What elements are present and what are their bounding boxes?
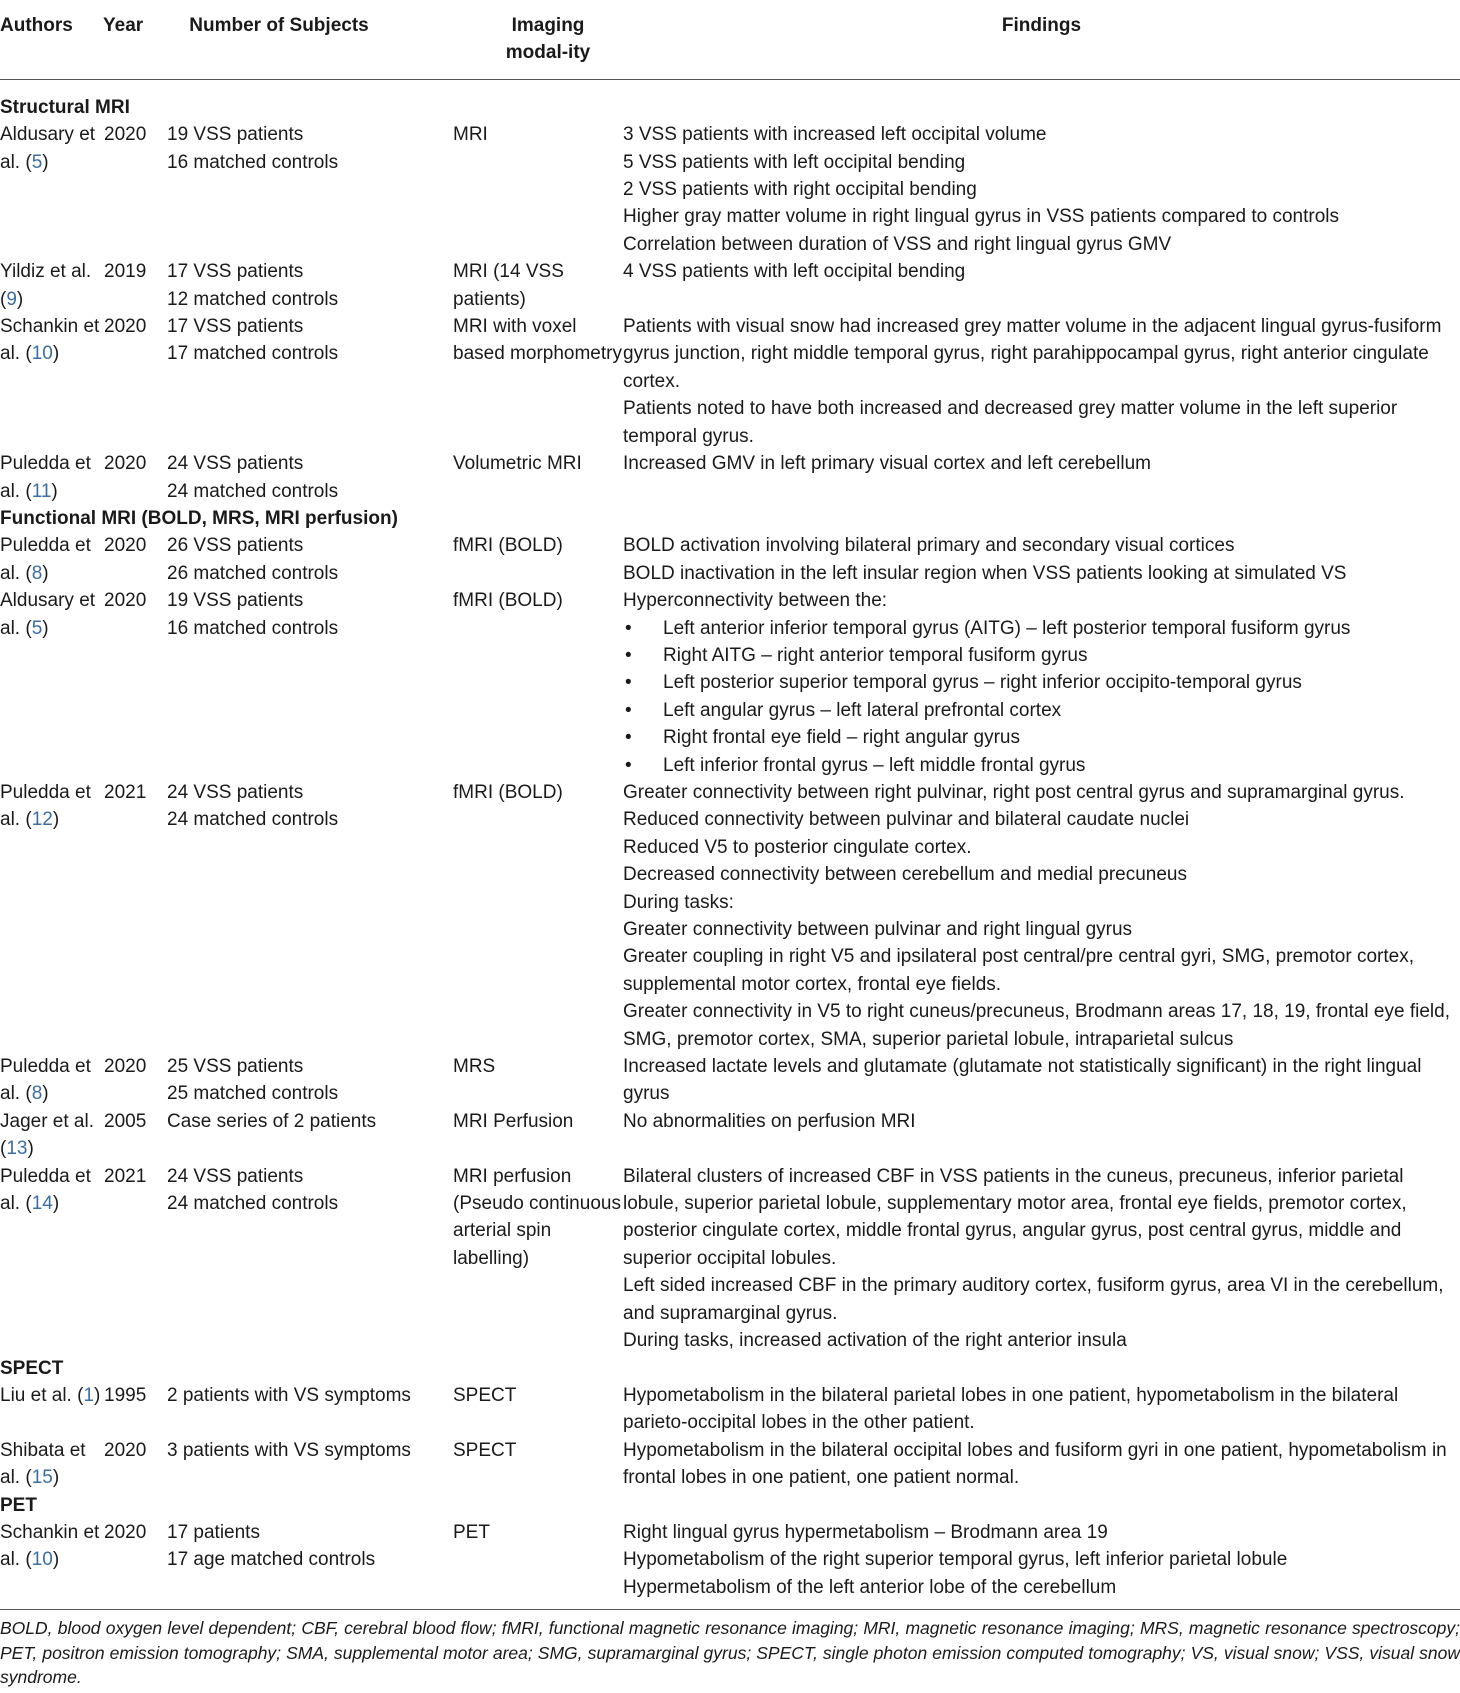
reference-link[interactable]: 11: [31, 480, 52, 502]
finding-line: Greater connectivity between right pulvinar, right post central gyrus and supramarginal gyrus.: [623, 781, 1405, 803]
findings-cell: [623, 779, 1460, 1053]
finding-line: During tasks:: [623, 891, 734, 913]
modality-cell: [453, 1108, 623, 1163]
modality-line: SPECT: [453, 1384, 517, 1406]
subjects-line: 17 VSS patients: [167, 316, 304, 338]
modality-cell: [453, 779, 623, 1053]
bullet-text: Right AITG – right anterior temporal fusiform gyrus: [663, 644, 1088, 666]
findings-cell: [623, 587, 1460, 779]
reference-link[interactable]: 13: [6, 1138, 28, 1160]
finding-line: Hypometabolism of the right superior temporal gyrus, left inferior parietal lobule: [623, 1549, 1288, 1571]
author-name: Puledda et al.: [0, 535, 91, 584]
author-cell: Puledda et al. (8): [0, 1056, 91, 1105]
bullet-icon: •: [625, 754, 632, 776]
subjects-line: 25 matched controls: [167, 1083, 339, 1105]
author-cell: Schankin et al. (10): [0, 316, 100, 365]
finding-bullet: [623, 642, 1460, 669]
findings-cell: [623, 121, 1460, 258]
modality-cell: [453, 1053, 623, 1108]
finding-line: During tasks, increased activation of the right anterior insula: [623, 1330, 1127, 1352]
finding-bullet: [623, 752, 1460, 779]
subjects-cell: [165, 1519, 453, 1610]
bullet-icon: •: [625, 727, 632, 749]
subjects-cell: [165, 1437, 453, 1492]
subjects-line: 24 VSS patients: [167, 453, 304, 475]
modality-line: SPECT: [453, 1439, 517, 1461]
modality-cell: [453, 532, 623, 587]
table-row: [0, 779, 1460, 1053]
subjects-cell: [165, 258, 453, 313]
year-cell: 2019: [104, 261, 147, 283]
bullet-icon: •: [625, 699, 632, 721]
reference-link[interactable]: 8: [31, 1083, 43, 1105]
findings-cell: [623, 1382, 1460, 1437]
year-cell: 2005: [104, 1110, 147, 1132]
finding-line: Higher gray matter volume in right lingual gyrus in VSS patients compared to controls: [623, 206, 1340, 228]
section-row: [0, 1492, 1460, 1519]
bullet-text: Left angular gyrus – left lateral prefrontal cortex: [663, 699, 1062, 721]
modality-line: MRI perfusion (Pseudo continuous arterial spin labelling): [453, 1165, 621, 1269]
subjects-line: 17 matched controls: [167, 343, 339, 365]
author-cell: Yildiz et al. (9): [0, 261, 92, 310]
finding-bullet: [623, 669, 1460, 696]
subjects-line: 17 age matched controls: [167, 1549, 376, 1571]
findings-cell: [623, 1053, 1460, 1108]
finding-line: Greater connectivity between pulvinar and right lingual gyrus: [623, 919, 1133, 940]
finding-bullet: [623, 724, 1460, 751]
reference-link[interactable]: 10: [31, 343, 53, 365]
finding-line: Increased lactate levels and glutamate (glutamate not statistically significant) in the right lingual gyrus: [623, 1056, 1422, 1105]
reference-link[interactable]: 12: [31, 809, 53, 831]
subjects-line: 24 VSS patients: [167, 1165, 304, 1187]
reference-link[interactable]: 14: [31, 1193, 53, 1215]
section-row: [0, 505, 1460, 532]
subjects-line: 3 patients with VS symptoms: [167, 1439, 411, 1461]
subjects-line: 26 VSS patients: [167, 535, 304, 557]
finding-line: 2 VSS patients with right occipital bending: [623, 179, 977, 201]
findings-cell: [623, 532, 1460, 587]
modality-cell: [453, 1382, 623, 1437]
table-row: [0, 1163, 1460, 1355]
year-cell: 2020: [104, 1439, 147, 1461]
author-name: Puledda et al.: [0, 1056, 91, 1105]
section-row: [0, 1355, 1460, 1382]
author-cell: Aldusary et al. (5): [0, 124, 96, 173]
header-subjects: Number of Subjects: [165, 0, 453, 79]
finding-line: No abnormalities on perfusion MRI: [623, 1110, 916, 1132]
author-name: Aldusary et al.: [0, 124, 96, 173]
author-name: Puledda et al.: [0, 453, 91, 502]
findings-cell: [623, 1519, 1460, 1610]
findings-cell: [623, 1108, 1460, 1163]
year-cell: 2020: [104, 590, 147, 612]
subjects-cell: [165, 779, 453, 1053]
modality-line: MRI: [453, 124, 488, 146]
modality-cell: [453, 258, 623, 313]
table-row: [0, 1519, 1460, 1610]
subjects-cell: [165, 313, 453, 450]
findings-cell: [623, 1163, 1460, 1355]
finding-line: Left sided increased CBF in the primary auditory cortex, fusiform gyrus, area VI in the cerebellum, and supramarginal gyrus.: [623, 1275, 1444, 1324]
modality-cell: [453, 1519, 623, 1610]
reference-link[interactable]: 15: [31, 1467, 53, 1489]
author-name: Puledda et al.: [0, 781, 91, 831]
findings-cell: [623, 1437, 1460, 1492]
subjects-line: 24 matched controls: [167, 480, 339, 502]
finding-line: 3 VSS patients with increased left occipital volume: [623, 124, 1047, 146]
finding-line: Decreased connectivity between cerebellum and medial precuneus: [623, 864, 1187, 886]
section-row: [0, 79, 1460, 121]
modality-cell: [453, 1163, 623, 1355]
modality-line: MRI (14 VSS patients): [453, 261, 564, 310]
header-modality: Imaging modal-ity: [453, 0, 623, 79]
modality-line: fMRI (BOLD): [453, 590, 563, 612]
year-cell: 2020: [104, 316, 147, 338]
subjects-cell: [165, 1163, 453, 1355]
table-row: [0, 1382, 1460, 1437]
author-name: Jager et al.: [0, 1110, 94, 1132]
subjects-cell: [165, 121, 453, 258]
modality-cell: [453, 121, 623, 258]
modality-line: PET: [453, 1521, 490, 1543]
author-name: Schankin et al.: [0, 316, 100, 365]
year-cell: 2021: [104, 1165, 147, 1187]
year-cell: 2021: [104, 781, 147, 803]
table-row: [0, 121, 1460, 258]
finding-line: BOLD activation involving bilateral primary and secondary visual cortices: [623, 535, 1235, 557]
author-cell: Puledda et al. (8): [0, 535, 91, 584]
modality-cell: [453, 587, 623, 779]
author-cell: Liu et al. (1): [0, 1384, 101, 1406]
findings-cell: [623, 258, 1460, 313]
finding-line: 4 VSS patients with left occipital bending: [623, 261, 966, 283]
finding-bullet: [623, 615, 1460, 642]
table-footnote: BOLD, blood oxygen level dependent; CBF, cerebral blood flow; fMRI, functional magnetic resonance imaging; MRI, magnetic resonance imaging; MRS, magnetic resonance spectroscopy; PET, positron emission tomography; SMA, supplemental motor area; SMG, supramarginal gyrus; SPECT, single photon emission computed tomography; VS, visual snow; VSS, visual snow syndrome.: [0, 1618, 1460, 1688]
subjects-cell: [165, 1053, 453, 1108]
finding-line: Reduced connectivity between pulvinar and bilateral caudate nuclei: [623, 809, 1190, 831]
modality-line: MRI Perfusion: [453, 1110, 574, 1132]
finding-line: Correlation between duration of VSS and right lingual gyrus GMV: [623, 233, 1172, 255]
finding-line: Hypometabolism in the bilateral parietal lobes in one patient, hypometabolism in the bilateral parieto-occipital lobes in the other patient.: [623, 1384, 1399, 1434]
subjects-line: 17 patients: [167, 1521, 260, 1543]
author-cell: Schankin et al. (10): [0, 1521, 100, 1571]
subjects-cell: [165, 532, 453, 587]
reference-link[interactable]: 5: [31, 617, 43, 639]
author-name: Aldusary et al.: [0, 590, 96, 639]
header-findings: Findings: [623, 0, 1460, 79]
author-cell: Jager et al. (13): [0, 1110, 94, 1160]
subjects-line: 25 VSS patients: [167, 1056, 304, 1078]
finding-line: 5 VSS patients with left occipital bending: [623, 151, 966, 173]
year-cell: 2020: [104, 1521, 147, 1543]
subjects-line: 24 matched controls: [167, 1193, 339, 1215]
finding-line: Greater connectivity in V5 to right cuneus/precuneus, Brodmann areas 17, 18, 19, frontal eye field, SMG, premotor cortex, SMA, superior parietal lobule, intraparietal sulcus: [623, 1001, 1450, 1050]
subjects-line: 26 matched controls: [167, 562, 339, 584]
bullet-icon: •: [625, 644, 632, 666]
bullet-icon: •: [625, 617, 632, 639]
reference-link[interactable]: 10: [31, 1549, 53, 1571]
table-row: [0, 1053, 1460, 1108]
header-row: [0, 0, 1460, 79]
modality-cell: [453, 1437, 623, 1492]
subjects-cell: [165, 450, 453, 505]
finding-line: BOLD inactivation in the left insular region when VSS patients looking at simulated VS: [623, 562, 1347, 584]
author-cell: Puledda et al. (11): [0, 453, 91, 502]
bullet-text: Left anterior inferior temporal gyrus (AITG) – left posterior temporal fusiform gyrus: [663, 617, 1351, 639]
table-row: [0, 450, 1460, 505]
year-cell: 1995: [104, 1384, 147, 1406]
modality-cell: [453, 450, 623, 505]
author-name: Liu et al.: [0, 1384, 72, 1406]
subjects-line: 16 matched controls: [167, 151, 339, 173]
author-name: Puledda et al.: [0, 1165, 91, 1215]
subjects-cell: [165, 1108, 453, 1163]
year-cell: 2020: [104, 124, 147, 146]
reference-link[interactable]: 1: [83, 1384, 95, 1406]
header-authors: Authors: [0, 0, 103, 79]
subjects-line: 19 VSS patients: [167, 124, 304, 146]
reference-link[interactable]: 5: [31, 151, 43, 173]
modality-line: MRS: [453, 1056, 496, 1078]
subjects-cell: [165, 587, 453, 779]
finding-line: Patients with visual snow had increased grey matter volume in the adjacent lingual gyrus-fusiform gyrus junction, right middle temporal gyrus, right parahippocampal gyrus, right anterior cingulate cortex.: [623, 316, 1442, 392]
section-title: SPECT: [0, 1357, 64, 1379]
bullet-icon: •: [625, 672, 632, 694]
table-row: [0, 1108, 1460, 1163]
year-cell: 2020: [104, 1056, 147, 1078]
finding-line: Greater coupling in right V5 and ipsilateral post central/pre central gyri, SMG, premotor cortex, supplemental motor cortex, frontal eye fields.: [623, 946, 1414, 995]
finding-line: Reduced V5 to posterior cingulate cortex.: [623, 836, 972, 858]
subjects-cell: [165, 1382, 453, 1437]
finding-line: Hypermetabolism of the left anterior lobe of the cerebellum: [623, 1576, 1117, 1598]
section-title: PET: [0, 1494, 37, 1516]
bullet-text: Left inferior frontal gyrus – left middle frontal gyrus: [663, 754, 1086, 776]
modality-line: Volumetric MRI: [453, 453, 582, 475]
subjects-line: 12 matched controls: [167, 288, 339, 310]
findings-cell: [623, 313, 1460, 450]
bullet-text: Right frontal eye field – right angular gyrus: [663, 727, 1020, 749]
table-row: [0, 1437, 1460, 1492]
finding-line: Patients noted to have both increased and decreased grey matter volume in the left superior temporal gyrus.: [623, 398, 1398, 447]
section-title: Functional MRI (BOLD, MRS, MRI perfusion): [0, 507, 398, 529]
author-cell: Puledda et al. (14): [0, 1165, 91, 1215]
section-title: Structural MRI: [0, 96, 130, 118]
author-name: Schankin et al.: [0, 1521, 100, 1571]
header-year: Year: [103, 0, 165, 79]
finding-line: Hypometabolism in the bilateral occipital lobes and fusiform gyri in one patient, hypometabolism in frontal lobes in one patient, one patient normal.: [623, 1439, 1447, 1489]
subjects-line: 16 matched controls: [167, 617, 339, 639]
year-cell: 2020: [104, 453, 147, 475]
author-cell: Aldusary et al. (5): [0, 590, 96, 639]
author-cell: Shibata et al. (15): [0, 1439, 86, 1489]
year-cell: 2020: [104, 535, 147, 557]
table-row: [0, 258, 1460, 313]
finding-line: Right lingual gyrus hypermetabolism – Brodmann area 19: [623, 1521, 1108, 1543]
subjects-line: 2 patients with VS symptoms: [167, 1384, 411, 1406]
reference-link[interactable]: 8: [31, 562, 43, 584]
subjects-line: 17 VSS patients: [167, 261, 304, 283]
author-cell: Puledda et al. (12): [0, 781, 91, 831]
reference-link[interactable]: 9: [6, 288, 17, 310]
author-name: Yildiz et al.: [0, 261, 92, 283]
table-row: [0, 587, 1460, 779]
subjects-line: 24 matched controls: [167, 809, 339, 831]
modality-line: fMRI (BOLD): [453, 535, 563, 557]
modality-line: fMRI (BOLD): [453, 781, 563, 803]
bullet-text: Left posterior superior temporal gyrus – right inferior occipito-temporal gyrus: [663, 672, 1302, 694]
subjects-line: 24 VSS patients: [167, 781, 304, 803]
subjects-line: 19 VSS patients: [167, 590, 304, 612]
subjects-line: Case series of 2 patients: [167, 1110, 377, 1132]
modality-line: MRI with voxel based morphometry: [453, 316, 622, 365]
table-body: [0, 79, 1460, 1609]
finding-line: Increased GMV in left primary visual cortex and left cerebellum: [623, 453, 1151, 475]
author-name: Shibata et al.: [0, 1439, 86, 1489]
finding-line: Bilateral clusters of increased CBF in VSS patients in the cuneus, precuneus, inferior parietal lobule, superior parietal lobule, supplementary motor area, frontal eye fields, premotor cortex, posterior cingulate cortex, middle frontal gyrus, angular gyrus, post central gyrus, middle and superior occipital lobules.: [623, 1165, 1407, 1269]
finding-bullet: [623, 697, 1460, 724]
table-row: [0, 313, 1460, 450]
finding-line: Hyperconnectivity between the:: [623, 590, 888, 612]
findings-cell: [623, 450, 1460, 505]
table-row: [0, 532, 1460, 587]
modality-cell: [453, 313, 623, 450]
